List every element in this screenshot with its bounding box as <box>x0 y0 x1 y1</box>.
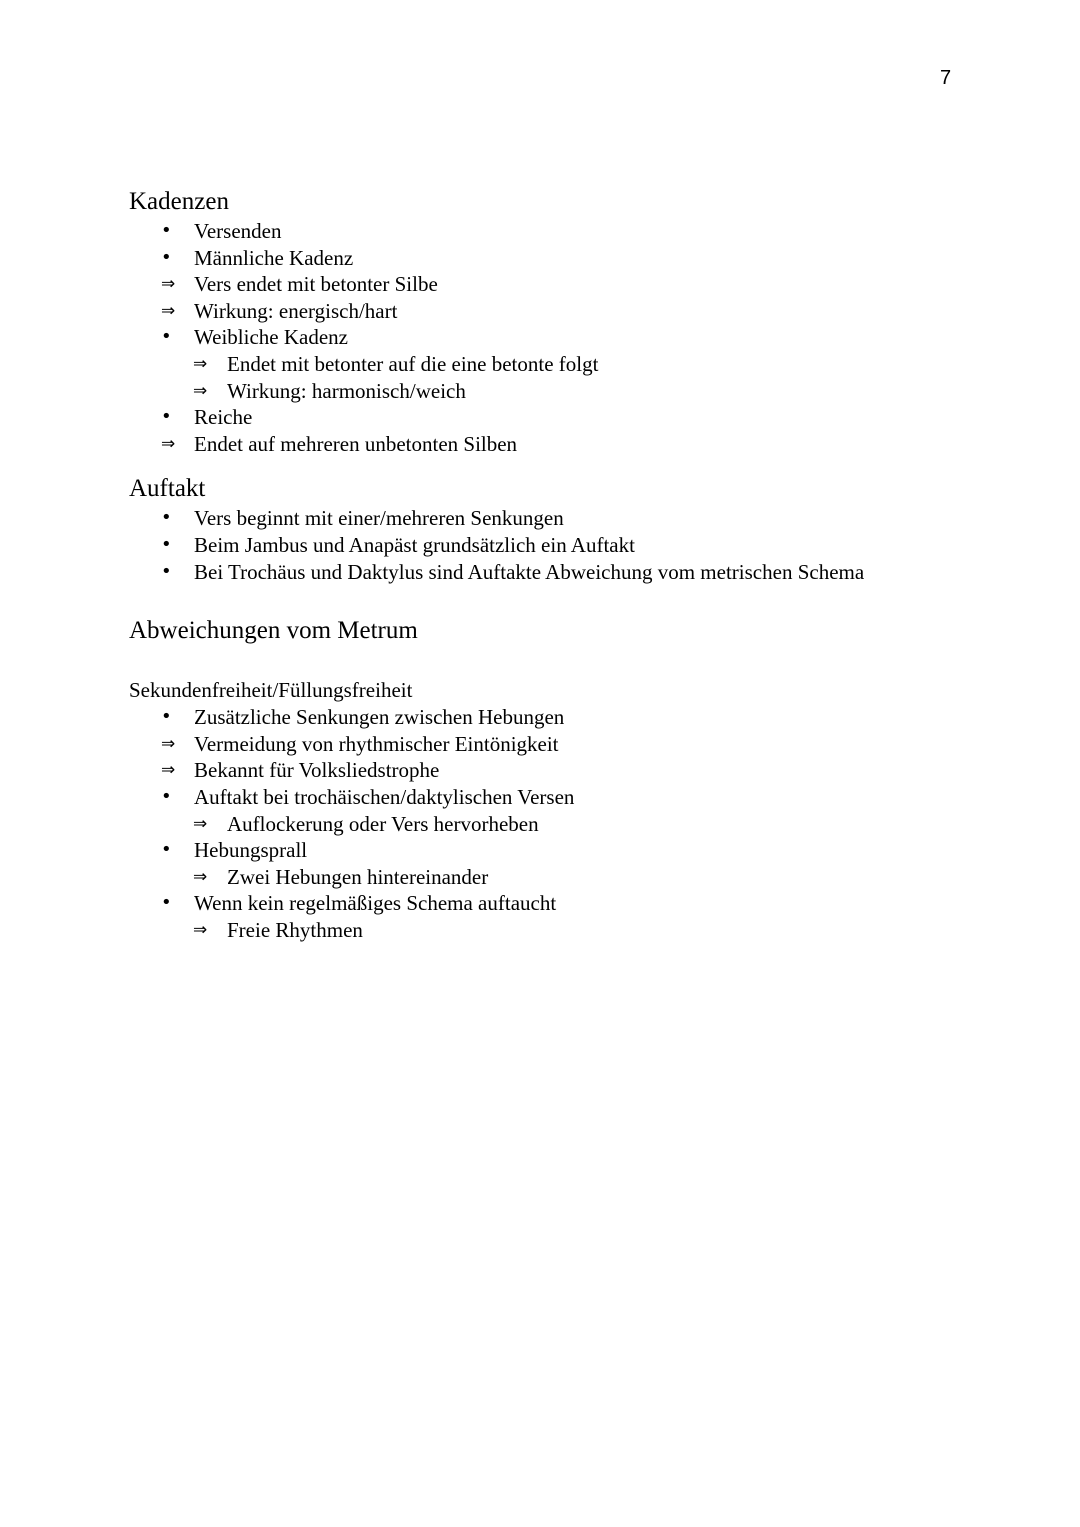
list-item <box>129 218 1009 245</box>
list-item <box>129 784 1009 811</box>
list-item <box>129 731 1009 758</box>
page-number: 7 <box>940 67 952 89</box>
list-item <box>129 811 1009 838</box>
list-item <box>129 378 1009 405</box>
list-item <box>129 505 1009 532</box>
list-item-text: Freie Rhythmen <box>227 917 363 942</box>
arrow-icon: ⇒ <box>193 866 208 887</box>
bullet-icon: • <box>161 246 172 268</box>
arrow-icon: ⇒ <box>161 300 176 321</box>
bullet-icon: • <box>161 326 172 348</box>
list-item <box>129 404 1009 431</box>
list-item-text: Wirkung: harmonisch/weich <box>227 378 466 403</box>
section-spacer <box>129 647 1009 677</box>
list-item <box>129 864 1009 891</box>
list-item-text: Bekannt für Volksliedstrophe <box>194 758 440 783</box>
list-item-text: Vers endet mit betonter Silbe <box>194 272 438 297</box>
list-item-text: Vermeidung von rhythmischer Eintönigkeit <box>194 731 559 756</box>
list-item-text: Auftakt bei trochäischen/daktylischen Versen <box>194 784 575 809</box>
bullet-icon: • <box>161 785 172 807</box>
section-spacer <box>129 457 1009 473</box>
bullet-icon: • <box>161 892 172 914</box>
section-spacer <box>129 585 1009 615</box>
list-item-text: Endet auf mehreren unbetonten Silben <box>194 431 518 456</box>
document-body <box>129 186 1009 943</box>
subsection-heading: Sekundenfreiheit/Füllungsfreiheit <box>129 678 413 703</box>
list-item <box>129 431 1009 458</box>
section-heading-abweichungen: Abweichungen vom Metrum <box>129 617 418 645</box>
section-heading-auftakt: Auftakt <box>129 475 206 503</box>
list-item-text: Vers beginnt mit einer/mehreren Senkungen <box>194 506 564 531</box>
list-item-text: Auflockerung oder Vers hervorheben <box>227 811 539 836</box>
arrow-icon: ⇒ <box>193 353 208 374</box>
list-item <box>129 271 1009 298</box>
list-item-text: Hebungsprall <box>194 838 308 863</box>
list-item <box>129 298 1009 325</box>
bullet-icon: • <box>161 507 172 529</box>
arrow-icon: ⇒ <box>161 733 176 754</box>
bullet-icon: • <box>161 533 172 555</box>
list-item-text: Beim Jambus und Anapäst grundsätzlich ein Auftakt <box>194 532 635 557</box>
bullet-icon: • <box>161 220 172 241</box>
bullet-icon: • <box>161 406 172 428</box>
arrow-icon: ⇒ <box>161 760 176 781</box>
list-item-text: Zwei Hebungen hintereinander <box>227 864 489 889</box>
list-item-text: Wirkung: energisch/hart <box>194 298 398 323</box>
list-item <box>129 890 1009 917</box>
arrow-icon: ⇒ <box>161 433 176 454</box>
list-item-text: Endet mit betonter auf die eine betonte folgt <box>227 351 599 376</box>
list-item-text: Bei Trochäus und Daktylus sind Auftakte Abweichung vom metrischen Schema <box>194 559 865 584</box>
section-list-auftakt <box>129 505 1009 585</box>
list-item-text: Zusätzliche Senkungen zwischen Hebungen <box>194 705 565 730</box>
list-item-text: Männliche Kadenz <box>194 245 354 270</box>
arrow-icon: ⇒ <box>193 919 208 940</box>
list-item <box>129 704 1009 731</box>
list-item-text: Versenden <box>194 219 282 243</box>
list-item-text: Reiche <box>194 405 253 430</box>
list-item <box>129 837 1009 864</box>
bullet-icon: • <box>161 560 172 582</box>
list-item <box>129 559 1009 586</box>
section-list-abweichungen <box>129 704 1009 943</box>
arrow-icon: ⇒ <box>193 813 208 834</box>
list-item <box>129 532 1009 559</box>
section-list-kadenzen <box>129 218 1009 457</box>
arrow-icon: ⇒ <box>193 380 208 401</box>
list-item <box>129 757 1009 784</box>
list-item <box>129 324 1009 351</box>
list-item <box>129 245 1009 272</box>
section-heading-kadenzen: Kadenzen <box>129 188 229 215</box>
bullet-icon: • <box>161 706 172 728</box>
list-item <box>129 351 1009 378</box>
list-item-text: Wenn kein regelmäßiges Schema auftaucht <box>194 891 557 916</box>
arrow-icon: ⇒ <box>161 274 176 295</box>
list-item <box>129 917 1009 944</box>
bullet-icon: • <box>161 839 172 861</box>
list-item-text: Weibliche Kadenz <box>194 325 348 350</box>
